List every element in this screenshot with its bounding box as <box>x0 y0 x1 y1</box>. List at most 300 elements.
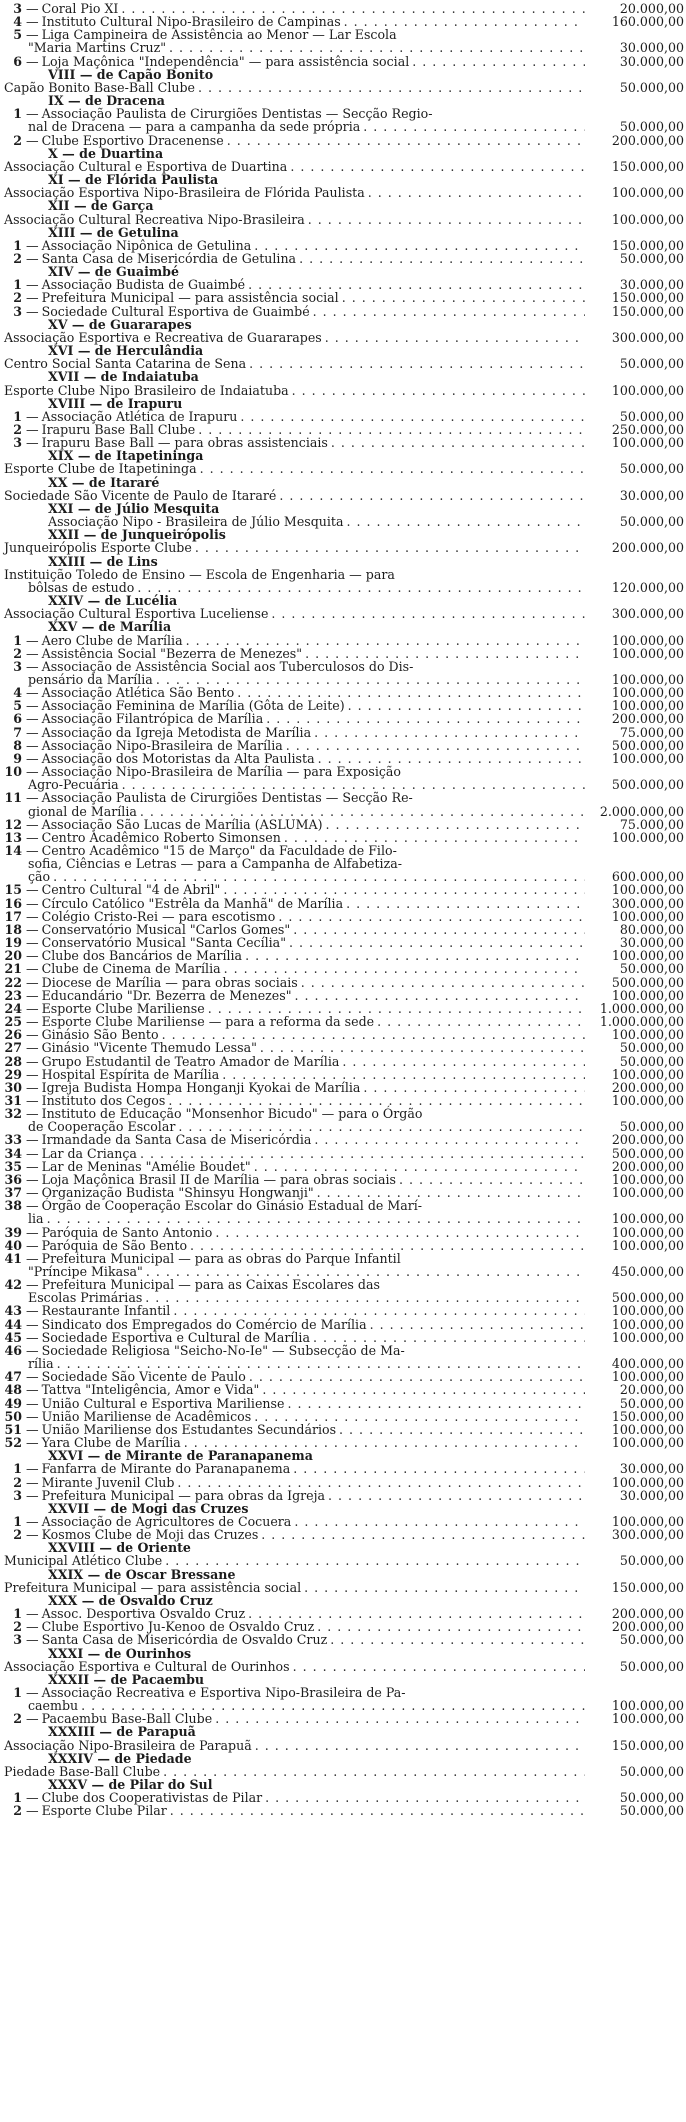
amount: 50.000,00 <box>619 461 684 477</box>
amount: 100.000,00 <box>611 1698 684 1714</box>
section-heading <box>4 1725 686 1738</box>
amount: 50.000,00 <box>619 961 684 977</box>
entry-number: 22 <box>4 974 22 990</box>
entry-text: Associação de Assistência Social aos Tuberculosos do Dis- <box>41 658 414 674</box>
entry-row <box>4 55 684 68</box>
amount: 300.000,00 <box>611 329 684 345</box>
entry-text: Restaurante Infantil <box>41 1303 171 1319</box>
entry-row <box>4 1226 684 1239</box>
dash-separator: — <box>26 1106 39 1122</box>
dot-leader <box>290 160 585 173</box>
amount: 200.000,00 <box>611 1619 684 1635</box>
dot-leader <box>186 634 585 647</box>
entry-text: Conservatório Musical "Carlos Gomes" <box>41 921 291 937</box>
entry-number: 1 <box>13 1790 22 1806</box>
section-heading-text: XXII — de Junqueirópolis <box>48 527 226 543</box>
amount: 50.000,00 <box>619 356 684 372</box>
entry-number: 1 <box>13 632 22 648</box>
section-heading <box>4 68 686 81</box>
entry-number: 15 <box>4 882 22 898</box>
amount: 30.000,00 <box>619 277 684 293</box>
section-heading-text: XXXIII — de Parapuã <box>48 1724 196 1740</box>
amount: 30.000,00 <box>619 1487 684 1503</box>
entry-text: Irapuru Base Ball — para obras assistenciais <box>41 435 328 451</box>
amount: 120.000,00 <box>611 579 684 595</box>
entry-number: 2 <box>13 132 22 148</box>
amount: 75.000,00 <box>619 724 684 740</box>
entry-row <box>4 213 684 226</box>
dash-separator: — <box>26 1040 39 1056</box>
dot-leader <box>173 1304 585 1317</box>
entry-text: Esporte Clube de Itapetininga <box>4 461 197 477</box>
entry-text: Prefeitura Municipal — para obras da Igreja <box>41 1487 326 1503</box>
entry-text: Associação Paulista de Cirurgiões Dentistas — Secção Re- <box>41 790 413 806</box>
entry-number: 8 <box>13 737 22 753</box>
dash-separator: — <box>26 724 39 740</box>
dash-separator: — <box>26 1066 39 1082</box>
amount: 100.000,00 <box>611 1711 684 1727</box>
amount: 100.000,00 <box>611 211 684 227</box>
entry-text: União Mariliense de Acadêmicos <box>41 1408 252 1424</box>
entry-text: ção <box>28 869 51 885</box>
section-heading-text: XXVIII — de Oriente <box>48 1540 191 1556</box>
entry-text: Escolas Primárias <box>28 1290 143 1306</box>
dot-leader <box>163 1765 585 1778</box>
entry-number: 4 <box>13 685 22 701</box>
dot-leader <box>222 1068 585 1081</box>
amount: 50.000,00 <box>619 1763 684 1779</box>
entry-row <box>4 1554 684 1567</box>
entry-row <box>4 1410 684 1423</box>
dot-leader <box>348 699 585 712</box>
section-heading-text: XXIII — de Lins <box>48 553 158 569</box>
dash-separator: — <box>26 1277 39 1293</box>
dash-separator: — <box>26 27 39 43</box>
entry-text: União Mariliense dos Estudantes Secundários <box>41 1421 337 1437</box>
entry-row <box>4 1581 684 1594</box>
entry-text: Sociedade Esportiva e Cultural de Marília <box>41 1329 310 1345</box>
entry-number: 4 <box>13 14 22 30</box>
dash-separator: — <box>26 237 39 253</box>
entry-number: 13 <box>4 829 22 845</box>
entry-number: 2 <box>13 422 22 437</box>
amount: 50.000,00 <box>619 1053 684 1069</box>
section-heading <box>4 318 686 331</box>
entry-row <box>4 134 684 147</box>
amount: 100.000,00 <box>611 750 684 766</box>
dot-leader <box>370 1318 585 1331</box>
entry-text: "Maria Martins Cruz" <box>28 40 167 56</box>
entry-text: Sindicato dos Empregados do Comércio de Marília <box>41 1316 367 1332</box>
entry-text: Organização Budista "Shinsyu Hongwanji" <box>41 1185 314 1201</box>
dash-separator: — <box>26 1224 39 1240</box>
entry-number: 3 <box>13 1 22 16</box>
amount: 50.000,00 <box>619 1632 684 1648</box>
dot-leader <box>169 41 585 54</box>
entry-text: Associação Nipônica de Getulina <box>41 237 252 253</box>
entry-number: 2 <box>13 1803 22 1819</box>
document-page <box>4 2 684 2120</box>
entry-row <box>4 1331 684 1344</box>
entry-text: Instituto dos Cegos <box>41 1092 166 1108</box>
dash-separator: — <box>26 1685 39 1700</box>
dot-leader <box>200 462 585 475</box>
entry-number: 14 <box>4 843 22 858</box>
dash-separator: — <box>26 698 39 714</box>
entry-row <box>4 1397 684 1410</box>
entry-row <box>4 239 684 252</box>
dash-separator: — <box>26 250 39 266</box>
entry-text: de Cooperação Escolar <box>28 1119 176 1135</box>
entry-row <box>4 568 684 581</box>
entry-row <box>4 1055 684 1068</box>
dot-leader <box>292 384 585 397</box>
dot-leader <box>254 1160 585 1173</box>
entry-number: 20 <box>4 948 22 964</box>
dash-separator: — <box>26 1198 39 1214</box>
entry-text: Junqueirópolis Esporte Clube <box>4 540 192 556</box>
entry-text: Agro-Pecuária <box>28 777 119 793</box>
entry-number: 1 <box>13 237 22 253</box>
amount: 50.000,00 <box>619 408 684 424</box>
entry-text: Centro Acadêmico "15 de Março" da Faculdade de Filo- <box>41 843 397 858</box>
entry-text: Instituição Toledo de Ensino — Escola de Engenharia — para <box>4 566 395 582</box>
entry-text: Instituto Cultural Nipo-Brasileiro de Campinas <box>41 14 341 30</box>
amount: 100.000,00 <box>611 1211 684 1227</box>
dot-leader <box>177 1476 585 1489</box>
entry-text: sofia, Ciências e Letras — para a Campanha de Alfabetiza- <box>28 856 402 872</box>
entry-text: Santa Casa de Misericórdia de Getulina <box>41 250 297 266</box>
dot-leader <box>294 1515 585 1528</box>
entry-text: Clube de Cinema de Marília <box>41 961 221 977</box>
entry-number: 27 <box>4 1040 22 1056</box>
entry-row <box>4 384 684 397</box>
entry-row <box>4 726 684 739</box>
dash-separator: — <box>26 895 39 911</box>
entry-row <box>4 660 684 673</box>
entry-row <box>4 712 684 725</box>
dash-separator: — <box>26 1237 39 1253</box>
entry-number: 2 <box>13 290 22 306</box>
entry-text: Centro Cultural "4 de Abril" <box>41 882 221 898</box>
section-heading-text: XXXIV — de Piedade <box>48 1750 192 1766</box>
entry-text: Associação Cultural Esportiva Luceliense <box>4 606 269 622</box>
amount: 200.000,00 <box>611 1132 684 1148</box>
entry-number: 3 <box>13 303 22 319</box>
amount: 50.000,00 <box>619 1553 684 1569</box>
amount: 50.000,00 <box>619 1658 684 1674</box>
entry-text: Santa Casa de Misericórdia de Osvaldo Cruz <box>41 1632 328 1648</box>
entry-text: rília <box>28 1356 54 1372</box>
amount: 500.000,00 <box>611 1145 684 1161</box>
entry-continuation <box>4 805 684 818</box>
dash-separator: — <box>26 987 39 1003</box>
entry-number: 31 <box>4 1092 22 1108</box>
dot-leader <box>215 1226 585 1239</box>
amount: 30.000,00 <box>619 53 684 69</box>
dash-separator: — <box>26 1803 39 1819</box>
entry-text: Associação Feminina de Marília (Gôta de Leite) <box>41 698 345 714</box>
entry-number: 44 <box>4 1316 22 1332</box>
entry-number: 2 <box>13 250 22 266</box>
section-heading-text: XXVI — de Mirante de Paranapanema <box>48 1448 313 1464</box>
amount: 75.000,00 <box>619 816 684 832</box>
entry-row <box>4 897 684 910</box>
dot-leader <box>224 962 585 975</box>
section-heading-text: XVIII — de Irapuru <box>48 395 183 411</box>
amount: 50.000,00 <box>619 1119 684 1135</box>
entry-text: Kosmos Clube de Moji das Cruzes <box>41 1527 259 1543</box>
dash-separator: — <box>26 1316 39 1332</box>
entry-row <box>4 647 684 660</box>
amount: 100.000,00 <box>611 1066 684 1082</box>
entry-continuation <box>4 857 684 870</box>
entry-text: Círculo Católico "Estrêla da Manhã" de Marília <box>41 895 344 911</box>
dot-leader <box>265 1791 585 1804</box>
entry-row <box>4 305 684 318</box>
amount: 100.000,00 <box>611 671 684 687</box>
entry-number: 33 <box>4 1132 22 1148</box>
dash-separator: — <box>26 408 39 424</box>
section-heading-text: XX — de Itararé <box>48 474 160 490</box>
entry-text: Associação Nipo - Brasileira de Júlio Mesquita <box>48 514 344 530</box>
amount: 50.000,00 <box>619 514 684 530</box>
entry-row <box>4 1147 684 1160</box>
amount: 100.000,00 <box>611 829 684 845</box>
dot-leader <box>326 818 585 831</box>
dot-leader <box>339 1423 585 1436</box>
entry-text: Associação Cultural e Esportiva de Duartina <box>4 158 288 174</box>
amount: 50.000,00 <box>619 250 684 266</box>
dash-separator: — <box>26 1711 39 1727</box>
entry-continuation <box>4 120 684 133</box>
section-heading-text: VIII — de Capão Bonito <box>48 66 214 82</box>
section-heading-text: XXX — de Osvaldo Cruz <box>48 1592 213 1608</box>
amount: 100.000,00 <box>611 185 684 201</box>
entry-number: 47 <box>4 1369 22 1385</box>
entry-text: Igreja Budista Hompa Honganji Kyokai de Marília <box>41 1079 361 1095</box>
dot-leader <box>137 581 585 594</box>
amount: 2.000.000,00 <box>599 803 684 819</box>
dot-leader <box>330 1633 585 1646</box>
amount: 150.000,00 <box>611 1737 684 1753</box>
dash-separator: — <box>26 1474 39 1490</box>
entry-text: Associação Esportiva e Recreativa de Guararapes <box>4 329 322 345</box>
dot-leader <box>165 1554 585 1567</box>
entry-text: Clube dos Cooperativistas de Pilar <box>41 1790 263 1806</box>
amount: 20.000,00 <box>619 1382 684 1398</box>
dash-separator: — <box>26 658 39 674</box>
entry-text: Aero Clube de Marília <box>41 632 183 648</box>
dot-leader <box>260 1041 585 1054</box>
entry-text: Esporte Clube Pilar <box>41 1803 167 1819</box>
section-heading-text: XIV — de Guaimbé <box>48 264 179 280</box>
entry-number: 46 <box>4 1342 22 1358</box>
dot-leader <box>331 436 585 449</box>
amount: 160.000,00 <box>611 14 684 30</box>
amount: 100.000,00 <box>611 1027 684 1043</box>
amount: 50.000,00 <box>619 1395 684 1411</box>
amount: 20.000,00 <box>619 1 684 16</box>
dot-leader <box>254 239 585 252</box>
dash-separator: — <box>26 1395 39 1411</box>
entry-text: Sociedade Cultural Esportiva de Guaimbé <box>41 303 310 319</box>
entry-text: Centro Acadêmico Roberto Simonsen <box>41 829 281 845</box>
dash-separator: — <box>26 1513 39 1529</box>
amount: 100.000,00 <box>611 698 684 714</box>
entry-text: Associação dos Motoristas da Alta Paulista <box>41 750 315 766</box>
entry-text: Municipal Atlético Clube <box>4 1553 163 1569</box>
amount: 100.000,00 <box>611 882 684 898</box>
dot-leader <box>266 712 585 725</box>
entry-text: Tattva "Inteligência, Amor e Vida" <box>41 1382 260 1398</box>
entry-text: Pacaembu Base-Ball Clube <box>41 1711 213 1727</box>
section-heading-text: XVII — de Indaiatuba <box>48 369 199 385</box>
entry-text: nal de Dracena — para a campanha da sede própria <box>28 119 361 135</box>
dash-separator: — <box>26 764 39 780</box>
entry-text: Irmandade da Santa Casa de Misericórdia <box>41 1132 312 1148</box>
dash-separator: — <box>26 1487 39 1503</box>
amount: 400.000,00 <box>611 1356 684 1372</box>
dot-leader <box>223 883 585 896</box>
amount: 50.000,00 <box>619 1803 684 1819</box>
dot-leader <box>145 1291 585 1304</box>
dash-separator: — <box>26 1329 39 1345</box>
entry-text: Associação Recreativa e Esportiva Nipo-Brasileira de Pa- <box>41 1685 406 1700</box>
entry-text: Prefeitura Municipal — para as obras do Parque Infantil <box>41 1250 401 1266</box>
dash-separator: — <box>26 53 39 69</box>
dash-separator: — <box>26 290 39 306</box>
dot-leader <box>301 976 585 989</box>
entry-text: caembu <box>28 1698 79 1714</box>
amount: 100.000,00 <box>611 1329 684 1345</box>
entry-number: 3 <box>13 435 22 451</box>
dash-separator: — <box>26 1619 39 1635</box>
dash-separator: — <box>26 882 39 898</box>
dot-leader <box>240 410 585 423</box>
section-heading-text: XXI — de Júlio Mesquita <box>48 500 220 516</box>
entry-row <box>4 1686 684 1699</box>
entry-number: 37 <box>4 1185 22 1201</box>
dot-leader <box>287 1397 585 1410</box>
entry-number: 1 <box>13 1606 22 1622</box>
amount: 50.000,00 <box>619 119 684 135</box>
dash-separator: — <box>26 1369 39 1385</box>
section-heading <box>4 1752 686 1765</box>
section-heading-text: XIII — de Getulina <box>48 224 179 240</box>
dot-leader <box>342 291 585 304</box>
entry-text: Coral Pio XI <box>41 1 119 16</box>
dash-separator: — <box>26 1342 39 1358</box>
dash-separator: — <box>26 737 39 753</box>
dot-leader <box>412 55 585 68</box>
entry-row <box>4 976 684 989</box>
entry-number: 18 <box>4 921 22 937</box>
amount: 100.000,00 <box>611 987 684 1003</box>
entry-text: "Príncipe Mikasa" <box>28 1264 143 1279</box>
entry-continuation <box>4 41 684 54</box>
entry-text: Associação Esportiva e Cultural de Ourinhos <box>4 1658 290 1674</box>
dot-leader <box>293 923 585 936</box>
entry-number: 42 <box>4 1277 22 1293</box>
entry-text: Fanfarra de Mirante do Paranapanema <box>41 1461 291 1477</box>
entry-continuation <box>4 1212 684 1225</box>
entry-row <box>4 1476 684 1489</box>
amount: 500.000,00 <box>611 974 684 990</box>
dot-leader <box>262 1383 585 1396</box>
section-heading <box>4 620 686 633</box>
amount: 150.000,00 <box>611 303 684 319</box>
dot-leader <box>215 1712 585 1725</box>
entry-number: 12 <box>4 816 22 832</box>
dash-separator: — <box>26 1382 39 1398</box>
amount: 100.000,00 <box>611 1435 684 1451</box>
dot-leader <box>314 1133 585 1146</box>
entry-row <box>4 291 684 304</box>
entry-number: 24 <box>4 1000 22 1016</box>
dash-separator: — <box>26 1145 39 1161</box>
dot-leader <box>245 949 585 962</box>
entry-row <box>4 1081 684 1094</box>
entry-row <box>4 739 684 752</box>
amount: 200.000,00 <box>611 1606 684 1622</box>
dot-leader <box>198 81 585 94</box>
entry-text: Conservatório Musical "Santa Cecília" <box>41 935 286 951</box>
entry-text: Associação da Igreja Metodista de Marília <box>41 724 312 740</box>
entry-number: 2 <box>13 1474 22 1490</box>
amount: 100.000,00 <box>611 645 684 661</box>
section-heading <box>4 370 686 383</box>
amount: 50.000,00 <box>619 1790 684 1806</box>
entry-text: Clube dos Bancários de Marília <box>41 948 243 964</box>
entry-number: 3 <box>13 1487 22 1503</box>
entry-row <box>4 1199 684 1212</box>
amount: 300.000,00 <box>611 895 684 911</box>
section-heading <box>4 147 686 160</box>
dot-leader <box>342 1055 585 1068</box>
entry-row <box>4 1160 684 1173</box>
entry-number: 2 <box>13 1527 22 1543</box>
entry-text: Esporte Clube Mariliense — para a reforma da sede <box>41 1014 375 1030</box>
amount: 250.000,00 <box>611 422 684 437</box>
dot-leader <box>293 1660 585 1673</box>
dot-leader <box>227 134 585 147</box>
entry-text: Hospital Espírita de Marília <box>41 1066 220 1082</box>
section-heading-text: XXV — de Marília <box>48 619 172 635</box>
dot-leader <box>313 1331 585 1344</box>
entry-number: 34 <box>4 1145 22 1161</box>
dash-separator: — <box>26 816 39 832</box>
entry-text: Ginásio "Vicente Themudo Lessa" <box>41 1040 257 1056</box>
amount: 100.000,00 <box>611 435 684 451</box>
entry-number: 51 <box>4 1421 22 1437</box>
dot-leader <box>249 1370 585 1383</box>
entry-text: Lar da Criança <box>41 1145 137 1161</box>
entry-text: lia <box>28 1211 44 1227</box>
dash-separator: — <box>26 277 39 293</box>
entry-text: Diocese de Marília — para obras sociais <box>41 974 298 990</box>
dot-leader <box>305 647 585 660</box>
dash-separator: — <box>26 1171 39 1187</box>
entry-row <box>4 989 684 1002</box>
amount: 150.000,00 <box>611 290 684 306</box>
entry-number: 43 <box>4 1303 22 1319</box>
amount: 50.000,00 <box>619 79 684 95</box>
section-heading <box>4 1647 686 1660</box>
entry-text: Associação Atlética São Bento <box>41 685 235 701</box>
dot-leader <box>140 1147 585 1160</box>
dash-separator: — <box>26 1000 39 1016</box>
